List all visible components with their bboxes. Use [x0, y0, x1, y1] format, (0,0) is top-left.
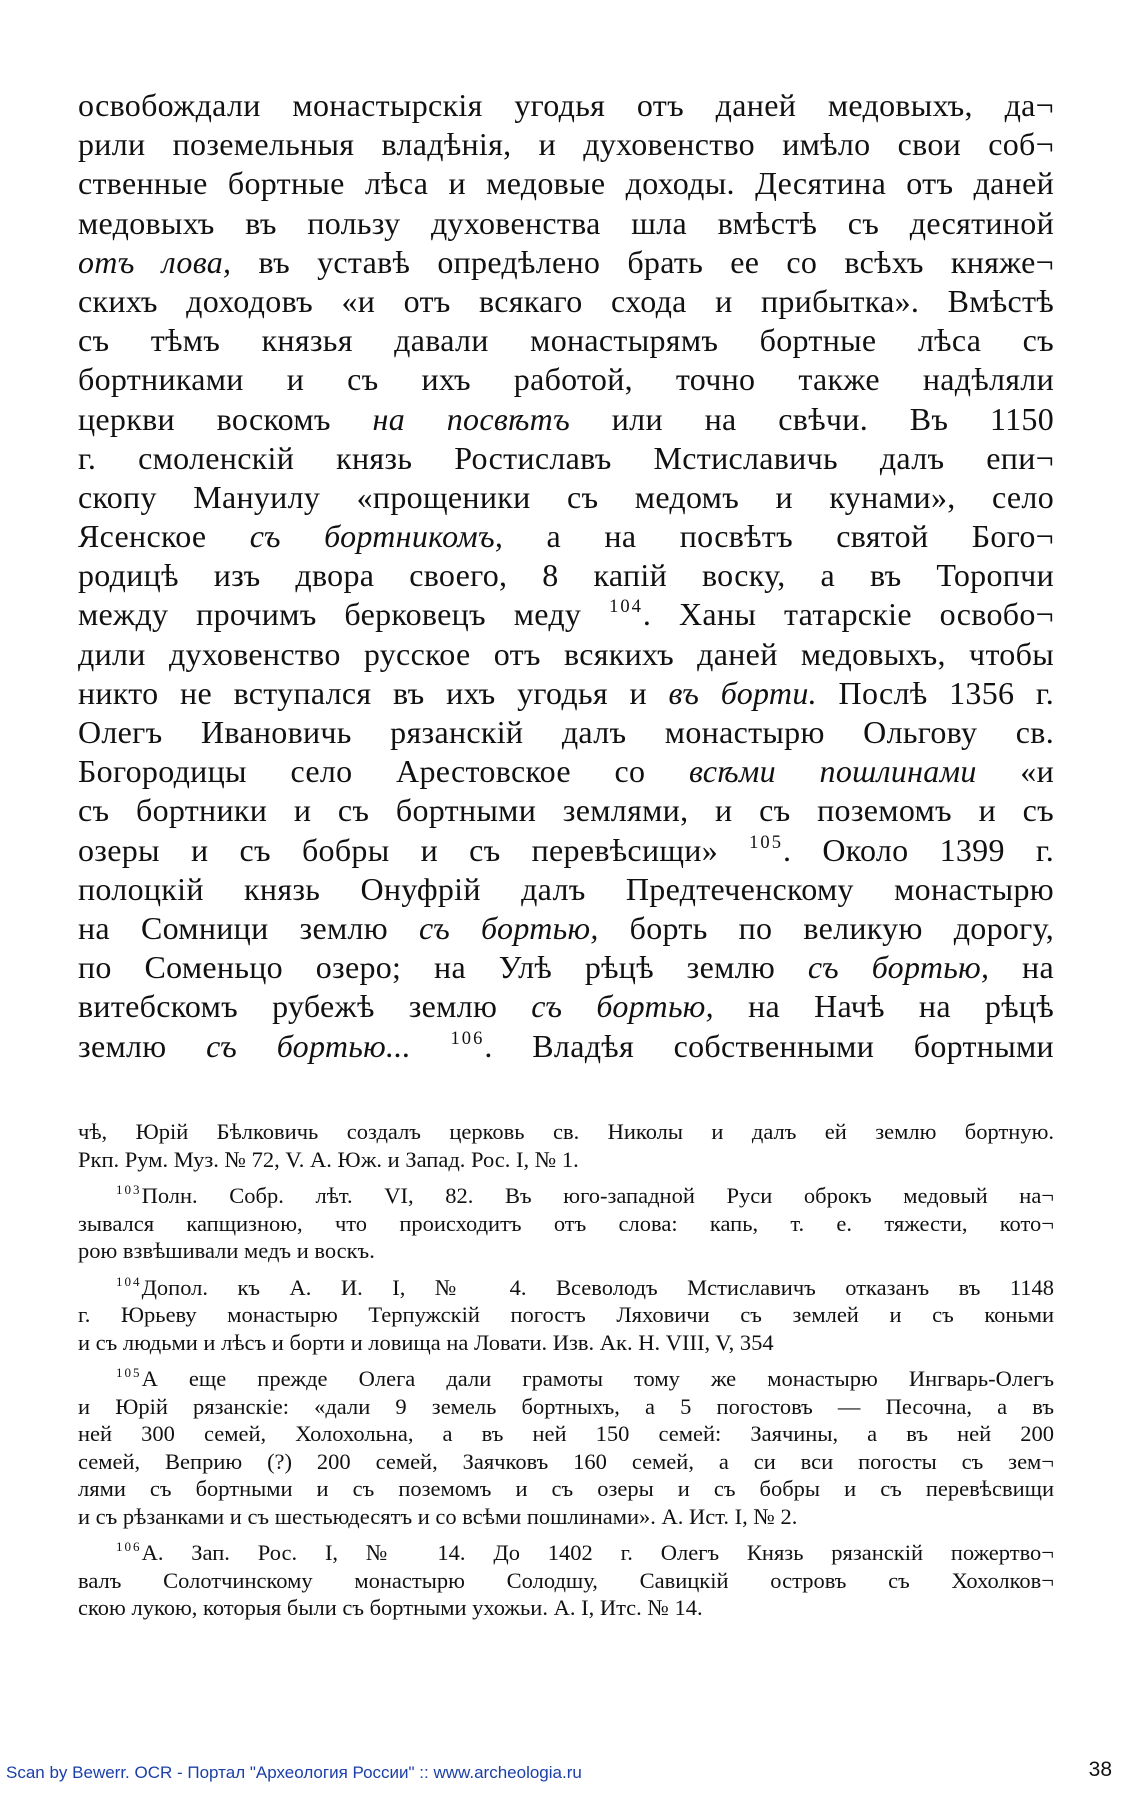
- text-line: г. смоленскій князь Ростиславъ Мстиславичь далъ епи¬: [78, 439, 1054, 476]
- text-line: Ясенское съ бортникомъ, а на посвѣтъ святой Бого¬: [78, 518, 1055, 555]
- text-line: освобождали монастырскія угодья отъ даней медовыхъ, да¬: [78, 87, 1054, 123]
- text-line: скихъ доходовъ «и отъ всякаго схода и прибытка». Вмѣстѣ: [78, 282, 1054, 319]
- footnote-104: [78, 1274, 1054, 1357]
- footnote-line: зывался капщизною, что происходитъ отъ слова: капь, т. е. тяжести, кото¬: [78, 1210, 1054, 1236]
- footnote-line: скою лукою, которыя были съ бортными ухожьи. А. I, Итс. № 14.: [78, 1595, 703, 1620]
- footnote-line: $^{104}$Допол. къ А. И. I, № 4. Всеволодъ Мстиславичъ отказанъ въ 1148: [116, 1273, 1054, 1300]
- footnote-line: ней 300 семей, Холохольна, а въ ней 150 семей: Заячины, а въ ней 200: [78, 1421, 1054, 1446]
- footnote-line: и съ рѣзанками и съ шестьюдесятъ и со всѣми пошлинами». А. Ист. I, № 2.: [78, 1503, 798, 1529]
- text-line: по Соменьцо озеро; на Улѣ рѣцѣ землю съ бортью, на: [78, 949, 1054, 986]
- text-line: бортниками и съ ихъ работой, точно также надѣляли: [78, 361, 1054, 398]
- text-line: медовыхъ въ пользу духовенства шла вмѣстѣ съ десятиной: [78, 204, 1054, 241]
- italic-phrase: въ борти.: [668, 674, 817, 711]
- italic-phrase: всѣми пошлинами: [688, 753, 977, 790]
- footnote-ref-104[interactable]: 104: [609, 596, 643, 618]
- text-line: родицѣ изъ двора своего, 8 капій воску, а въ Торопчи: [78, 557, 1054, 594]
- text-line: полоцкій князь Онуфрій далъ Предтеченскому монастырю: [78, 870, 1054, 907]
- footnote-line: г. Юрьеву монастырю Терпужскій погостъ Ляховичи съ землей и съ коньми: [78, 1302, 1054, 1327]
- italic-phrase: съ бортью,: [807, 949, 990, 986]
- footnote-line: $^{105}$А еще прежде Олега дали грамоты тому же монастырю Ингварь-Олегъ: [116, 1364, 1054, 1391]
- footnotes: [78, 1118, 1054, 1631]
- footnote-mark: 103: [116, 1181, 142, 1197]
- text-line: витебскомъ рубежѣ землю съ бортью, на Начѣ на рѣцѣ: [78, 988, 1055, 1025]
- italic-phrase: съ бортью,: [531, 988, 714, 1025]
- footnote-ref-106[interactable]: 106: [450, 1027, 485, 1049]
- text-line: на Сомници землю съ бортью, борть по великую дорогу,: [78, 909, 1054, 946]
- footnote-105: [78, 1365, 1054, 1530]
- text-line: церкви воскомъ на посвѣтъ или на свѣчи. Въ 1150: [78, 400, 1055, 437]
- text-line: Богородицы село Арестовское со всѣми пошлинами «и: [78, 753, 1055, 790]
- text-line: Олегъ Ивановичь рязанскій далъ монастырю Ольгову св.: [78, 714, 1054, 750]
- text-line: дили духовенство русское отъ всякихъ даней медовыхъ, чтобы: [78, 635, 1054, 672]
- italic-phrase: съ бортникомъ,: [249, 518, 504, 555]
- text-line: между прочимъ берковецъ меду $^{104}$. Ханы татарскіе освобо¬: [78, 596, 1054, 633]
- footnote-line: рою взвѣшивали медъ и воскъ.: [78, 1238, 375, 1263]
- text-line: рили поземельныя владѣнія, и духовенство имѣло свои соб¬: [78, 126, 1054, 163]
- footnote-mark: 104: [116, 1273, 142, 1289]
- text-line: съ тѣмъ князья давали монастырямъ бортные лѣса съ: [78, 322, 1054, 359]
- italic-phrase: отъ лова,: [78, 243, 232, 280]
- footnote-line: лями съ бортными и съ поземомъ и съ озеры и съ бобры и съ перевѣсвищи: [78, 1476, 1054, 1501]
- footnote-line: $^{103}$Полн. Собр. лѣт. VI, 82. Въ юго-западной Руси оброкъ медовый на¬: [116, 1181, 1054, 1208]
- footnote-line: чѣ, Юрій Бѣлковичь создалъ церковь св. Николы и далъ ей землю бортную.: [78, 1119, 1054, 1144]
- footnote-106: [78, 1539, 1054, 1622]
- text-line: землю съ бортью... $^{106}$. Владѣя собственными бортными: [78, 1027, 1054, 1064]
- italic-phrase: на посвѣтъ: [372, 400, 570, 437]
- italic-phrase: съ бортью,: [419, 909, 599, 946]
- footnote-line: валъ Солотчинскому монастырю Солодшу, Савицкій островъ съ Хохолков¬: [78, 1567, 1054, 1593]
- main-text: [78, 86, 1054, 1066]
- text-line: никто не вступался въ ихъ угодья и въ борти. Послѣ 1356 г.: [78, 674, 1055, 711]
- text-line: ственные бортные лѣса и медовые доходы. Десятина отъ даней: [78, 165, 1054, 202]
- footnote-line: Ркп. Рум. Муз. № 72, V. А. Юж. и Запад. Рос. I, № 1.: [78, 1146, 579, 1172]
- page-number: 38: [1088, 1758, 1112, 1781]
- footnote-mark: 105: [116, 1364, 142, 1380]
- text-line: съ бортники и съ бортными землями, и съ поземомъ и съ: [78, 792, 1054, 829]
- scan-credit: Scan by Bewerr. OCR - Портал "Археология России" :: www.archeologia.ru: [6, 1763, 582, 1782]
- footnote-continuation: [78, 1118, 1054, 1173]
- text-line: отъ лова, въ уставѣ опредѣлено брать ее со всѣхъ княже¬: [78, 243, 1054, 280]
- footnote-ref-105[interactable]: 105: [749, 831, 783, 853]
- footnote-mark: 106: [116, 1538, 142, 1554]
- footnote-line: семей, Веприю (?) 200 семей, Заячковъ 160 семей, а си вси погосты съ зем¬: [78, 1448, 1054, 1474]
- footnote-line: и Юрій рязанскіе: «дали 9 земель бортныхъ, а 5 погостовъ — Песочна, а въ: [78, 1393, 1054, 1419]
- text-line: скопу Мануилу «прощеники съ медомъ и кунами», село: [78, 478, 1054, 515]
- text-line: озеры и съ бобры и съ перевѣсищи» $^{105}$. Около 1399 г.: [78, 831, 1055, 868]
- italic-phrase: съ бортью...: [206, 1027, 411, 1064]
- footnote-line: $^{106}$А. Зап. Рос. I, № 14. До 1402 г. Олегъ Князь рязанскій пожертво¬: [116, 1538, 1054, 1565]
- footnote-103: [78, 1182, 1054, 1265]
- footnote-line: и съ людьми и лѣсъ и борти и ловища на Ловати. Изв. Ак. Н. VIII, V, 354: [78, 1329, 774, 1355]
